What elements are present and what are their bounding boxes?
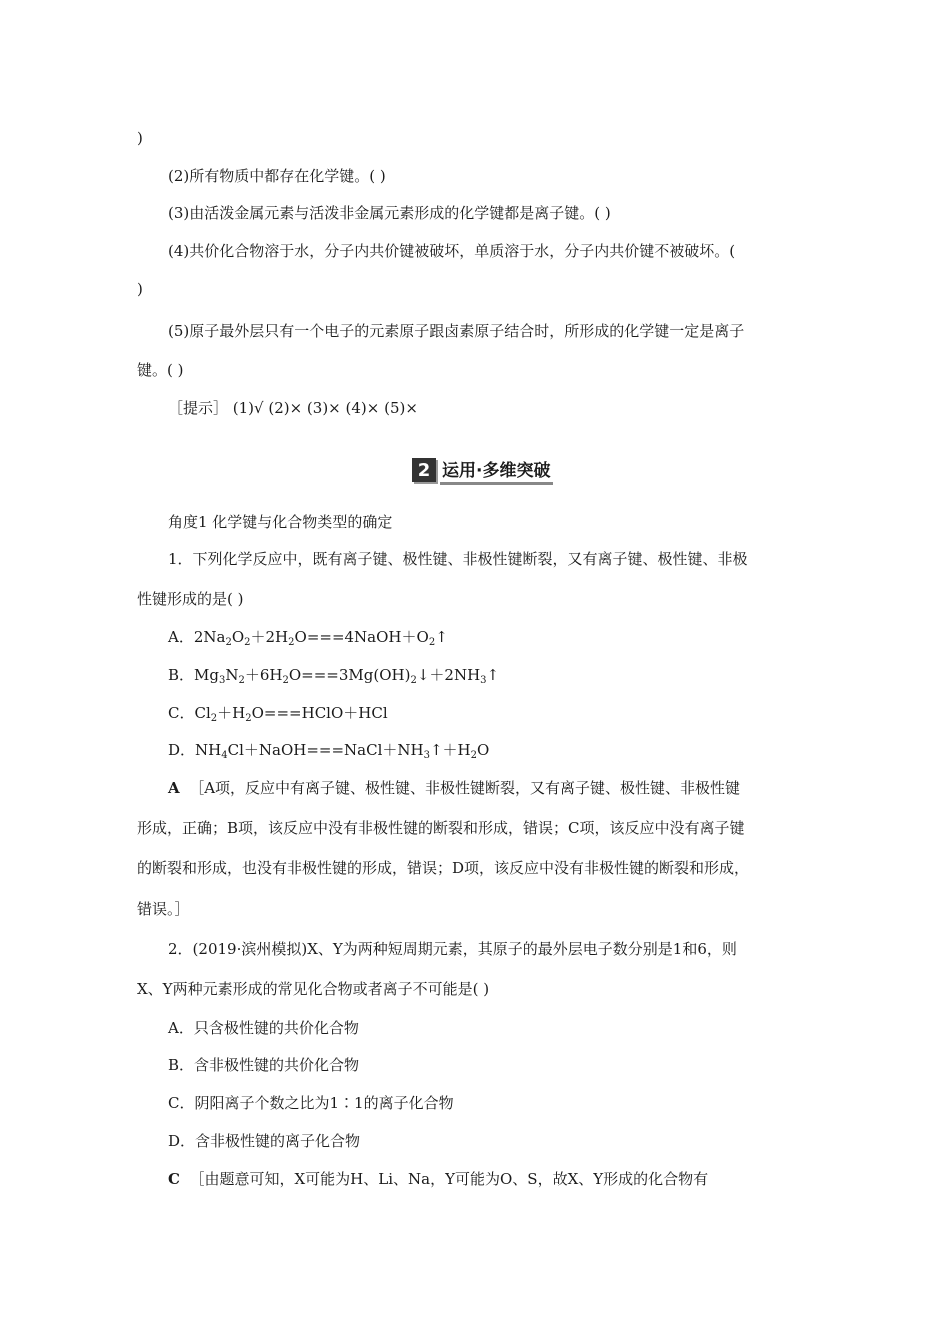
answer-letter: A (168, 779, 180, 797)
answer-1-cont: 的断裂和形成，也没有非极性键的形成，错误；D项，该反应中没有非极性键的断裂和形成， (137, 859, 750, 877)
option-d: D．$NH_4Cl+NaOH===NaCl+NH_3↑+H_2O$ (168, 741, 490, 761)
section-title: 运用·多维突破 (440, 456, 553, 485)
option-a: A．只含极性键的共价化合物 (168, 1019, 359, 1037)
question-2-stem: 2．(2019·滨州模拟)X、Y为两种短周期元素，其原子的最外层电子数分别是1和6，则 (168, 940, 737, 958)
option-c: C．$Cl_2+H_2O===HClO+HCl$ (168, 704, 388, 724)
answer-1: A ［A项，反应中有离子键、极性键、非极性键断裂，又有离子键、极性键、非极性键 (168, 779, 741, 797)
answer-1-cont: 形成，正确；B项，该反应中没有非极性键的断裂和形成，错误；C项，该反应中没有离子键 (137, 819, 745, 837)
text-line: ) (137, 280, 143, 298)
option-c: C．阴阳离子个数之比为1∶1的离子化合物 (168, 1094, 454, 1112)
text-line: ) (137, 129, 143, 147)
text-line: (5)原子最外层只有一个电子的元素原子跟卤素原子结合时，所形成的化学键一定是离子 (168, 322, 745, 340)
angle-heading: 角度1 化学键与化合物类型的确定 (168, 513, 393, 531)
option-b: B．含非极性键的共价化合物 (168, 1056, 360, 1074)
section-number: 2 (412, 458, 436, 482)
section-heading (412, 457, 553, 483)
option-a: A．$2Na_2O_2+2H_2O===4NaOH+O_2↑$ (168, 628, 448, 648)
text-line: (4)共价化合物溶于水，分子内共价键被破坏，单质溶于水，分子内共价键不被破坏。( (168, 242, 736, 260)
option-b: B．$Mg_3N_2+6H_2O===3Mg(OH)_2↓+2NH_3↑$ (168, 666, 500, 686)
question-2-stem: X、Y两种元素形成的常见化合物或者离子不可能是( ) (137, 980, 490, 998)
question-1-stem: 1．下列化学反应中，既有离子键、极性键、非极性键断裂，又有离子键、极性键、非极 (168, 550, 748, 568)
text-line: (2)所有物质中都存在化学键。( ) (168, 167, 386, 185)
answer-2: C ［由题意可知，X可能为H、Li、Na，Y可能为O、S，故X、Y形成的化合物有 (168, 1170, 709, 1188)
option-d: D．含非极性键的离子化合物 (168, 1132, 361, 1150)
question-1-stem: 性键形成的是( ) (137, 590, 244, 608)
answer-letter: C (168, 1170, 180, 1188)
text-line: (3)由活泼金属元素与活泼非金属元素形成的化学键都是离子键。( ) (168, 204, 611, 222)
answer-1-cont: 错误。］ (137, 900, 190, 918)
hint-line: ［提示］ (1)√ (2)× (3)× (4)× (5)× (168, 399, 418, 417)
text-line: 键。( ) (137, 361, 184, 379)
